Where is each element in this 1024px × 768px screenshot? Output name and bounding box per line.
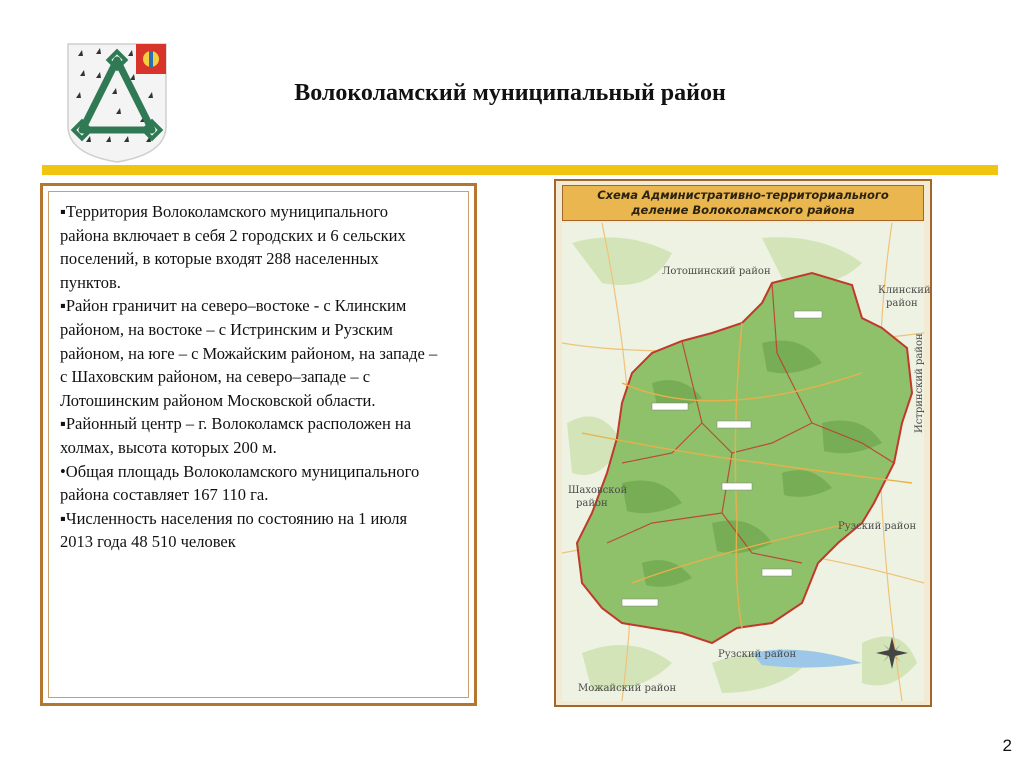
label-ruza-south: Рузский район <box>718 649 797 660</box>
moscow-oblast-badge <box>136 44 166 74</box>
map-area <box>562 223 931 701</box>
bullet-territory: ▪Территория Волоколамского муниципального района включает в себя 2 городских и 6 сельских поселений, в которые входят 288 населенных пунктов. <box>60 202 406 292</box>
map-title-line1: Схема Административно-территориального <box>597 188 889 202</box>
bullet-list <box>60 200 440 554</box>
map-title-line2: деление Волоколамского района <box>631 203 855 217</box>
slide-title: Волоколамский муниципальный район <box>294 80 726 106</box>
label-mozhaysk: Можайский район <box>578 683 677 694</box>
label-ruza-east: Рузский район <box>838 521 917 532</box>
bullet-area: •Общая площадь Волоколамского муниципального района составляет 167 110 га. <box>60 461 420 505</box>
label-shakhovskaya-2: район <box>576 498 608 509</box>
map-drawing <box>562 223 924 701</box>
district-map <box>554 179 932 707</box>
label-klin-1: Клинский <box>878 285 931 296</box>
bullet-population: ▪Численность населения по состоянию на 1 июля 2013 года 48 510 человек <box>60 508 408 552</box>
label-lotoshino: Лотошинский район <box>662 266 771 277</box>
label-klin-2: район <box>886 298 918 309</box>
bullet-borders: ▪Район граничит на северо–востоке - с Клинским районом, на востоке – с Истринским и Рузским районом, на юге – с Можайским районом, на западе – с Шаховским районом, на северо–западе – с Лотошинским районом Московской области. <box>60 296 438 410</box>
label-istra: Истринский район <box>914 333 925 433</box>
text-panel <box>40 183 477 706</box>
label-shakhovskaya-1: Шаховской <box>568 485 628 496</box>
page-number: 2 <box>1002 736 1012 755</box>
map-title <box>562 185 924 221</box>
bullet-center: ▪Районный центр – г. Волоколамск расположен на холмах, высота которых 200 м. <box>60 414 412 457</box>
coat-of-arms-logo <box>66 42 168 164</box>
accent-bar <box>42 165 998 175</box>
